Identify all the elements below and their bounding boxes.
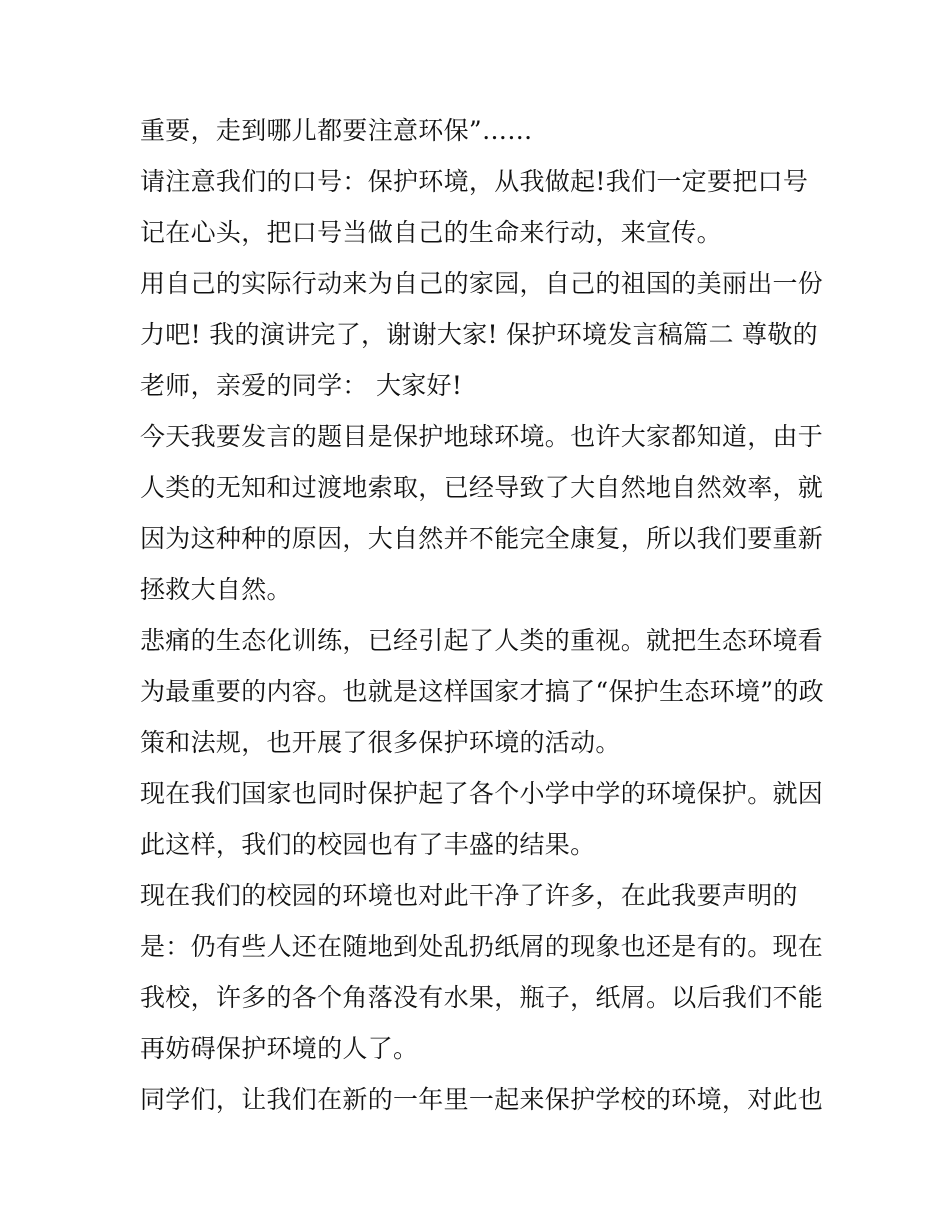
text-line: 今天我要发言的题目是保护地球环境。也许大家都知道，由于: [140, 422, 824, 451]
text-line: 力吧! 我的演讲完了，谢谢大家! 保护环境发言稿篇二 尊敬的: [140, 320, 818, 349]
text-line: 同学们，让我们在新的一年里一起来保护学校的环境，对此也: [140, 1085, 824, 1114]
text-line: 我校，许多的各个角落没有水果，瓶子，纸屑。以后我们不能: [140, 983, 824, 1012]
text-line: 请注意我们的口号：保护环境，从我做起!我们一定要把口号: [140, 167, 809, 196]
document-body: [140, 105, 824, 1125]
text-line: 老师，亲爱的同学： 大家好!: [140, 371, 463, 400]
text-line: 此这样，我们的校园也有了丰盛的结果。: [140, 830, 596, 859]
text-line: 策和法规，也开展了很多保护环境的活动。: [140, 728, 621, 757]
text-line: 重要，走到哪儿都要注意环保”……: [140, 116, 533, 145]
text-line: 因为这种种的原因，大自然并不能完全康复，所以我们要重新: [140, 524, 824, 553]
text-line: 现在我们的校园的环境也对此干净了许多，在此我要声明的: [140, 881, 798, 910]
text-line: 再妨碍保护环境的人了。: [140, 1034, 419, 1063]
text-line: 拯救大自然。: [140, 575, 292, 604]
text-line: 人类的无知和过渡地索取，已经导致了大自然地自然效率，就: [140, 473, 824, 502]
text-line: 是：仍有些人还在随地到处乱扔纸屑的现象也还是有的。现在: [140, 932, 824, 961]
text-line: 记在心头，把口号当做自己的生命来行动，来宣传。: [140, 218, 722, 247]
text-line: 为最重要的内容。也就是这样国家才搞了“保护生态环境”的政: [140, 677, 824, 706]
text-line: 用自己的实际行动来为自己的家园，自己的祖国的美丽出一份: [140, 269, 824, 298]
text-line: 悲痛的生态化训练，已经引起了人类的重视。就把生态环境看: [140, 626, 824, 655]
text-line: 现在我们国家也同时保护起了各个小学中学的环境保护。就因: [140, 779, 824, 808]
